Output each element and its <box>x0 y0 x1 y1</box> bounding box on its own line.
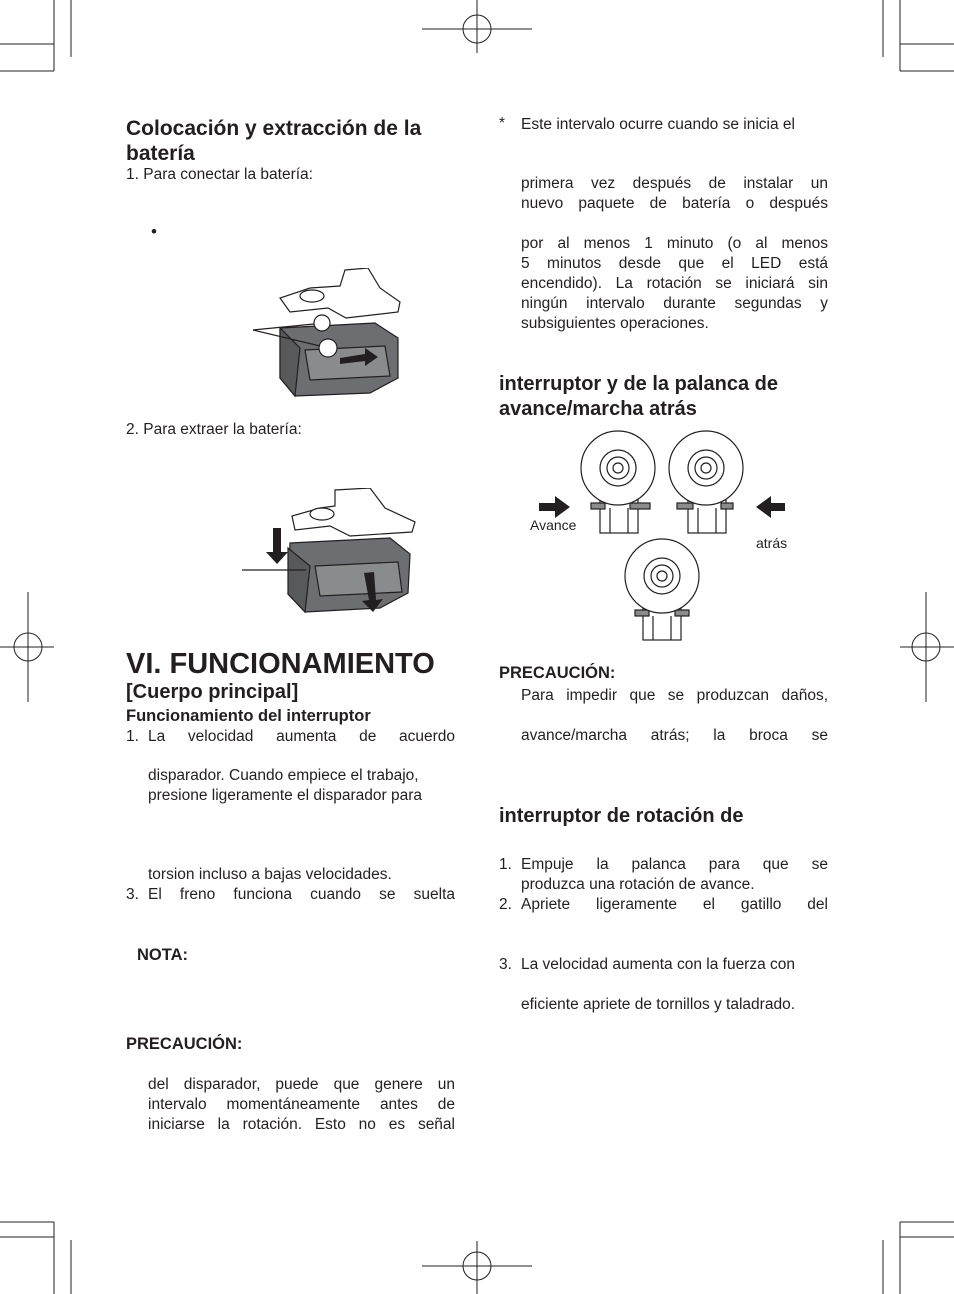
caution-label-left: PRECAUCIÓN: <box>126 1035 243 1053</box>
forward-reverse-lever-illustration <box>525 430 795 642</box>
caution-left-line-1: del disparador, puede que genere un <box>148 1076 455 1093</box>
r-item-3-line-2: eficiente apriete de tornillos y taladrado. <box>521 996 795 1013</box>
item-3-number: 3. <box>126 886 139 903</box>
bullet-point: • <box>151 222 157 241</box>
caution-left-line-2: intervalo momentáneamente antes de <box>148 1096 455 1113</box>
section-heading-battery: Colocación y extracción de la <box>126 117 422 140</box>
caution-right-line-1: Para impedir que se produzcan daños, <box>521 687 828 704</box>
caution-right-line-2: avance/marcha atrás; la broca se <box>521 727 828 744</box>
item-2-line: torsion incluso a bajas velocidades. <box>148 866 392 883</box>
r-item-2-number: 2. <box>499 896 512 913</box>
caution-label-right: PRECAUCIÓN: <box>499 664 616 682</box>
note-label: NOTA: <box>137 946 189 964</box>
remove-battery-illustration <box>240 488 420 618</box>
chapter-title: VI. FUNCIONAMIENTO <box>126 648 435 680</box>
r-item-1-line-2: produzca una rotación de avance. <box>521 876 755 893</box>
caution-left-line-3: iniciarse la rotación. Esto no es señal <box>148 1116 455 1133</box>
item-1-line-2: disparador. Cuando empiece el trabajo, <box>148 767 419 784</box>
r-item-3-line-1: La velocidad aumenta con la fuerza con <box>521 956 796 973</box>
section-heading-lever: interruptor y de la palanca de <box>499 373 778 395</box>
section-heading-rotation: interruptor de rotación de <box>499 805 744 827</box>
label-forward: Avance <box>530 517 577 533</box>
footnote-line-2: primera vez después de instalar un <box>521 175 828 192</box>
subheading-switch: Funcionamiento del interruptor <box>126 707 371 725</box>
label-reverse: atrás <box>756 535 788 551</box>
step-remove-battery: 2. Para extraer la batería: <box>126 421 302 438</box>
footnote-line-4: por al menos 1 minuto (o al menos <box>521 235 828 252</box>
r-item-3-number: 3. <box>499 956 512 973</box>
footnote-line-5: 5 minutos desde que el LED está <box>521 255 828 272</box>
section-heading-battery-cont: batería <box>126 142 195 165</box>
section-heading-lever-cont: avance/marcha atrás <box>499 398 697 420</box>
r-item-1-line-1: Empuje la palanca para que se <box>521 856 828 873</box>
r-item-2-line-1: Apriete ligeramente el gatillo del <box>521 896 828 913</box>
step-attach-battery: 1. Para conectar la batería: <box>126 166 313 183</box>
footnote-line-6: encendido). La rotación se iniciará sin <box>521 275 828 292</box>
footnote-line-1: Este intervalo ocurre cuando se inicia el <box>521 116 795 133</box>
r-item-1-number: 1. <box>499 856 512 873</box>
footnote-line-3: nuevo paquete de batería o después <box>521 195 828 212</box>
item-1-line-3: presione ligeramente el disparador para <box>148 787 422 804</box>
attach-battery-illustration <box>250 268 410 398</box>
subtitle-main-body: [Cuerpo principal] <box>126 681 299 703</box>
footnote-asterisk: * <box>499 115 506 132</box>
item-1-line-1: La velocidad aumenta de acuerdo <box>148 728 455 745</box>
item-1-number: 1. <box>126 728 139 745</box>
footnote-line-8: subsiguientes operaciones. <box>521 315 709 332</box>
footnote-line-7: ningún intervalo durante segundas y <box>521 295 828 312</box>
item-3-line: El freno funciona cuando se suelta <box>148 886 455 903</box>
